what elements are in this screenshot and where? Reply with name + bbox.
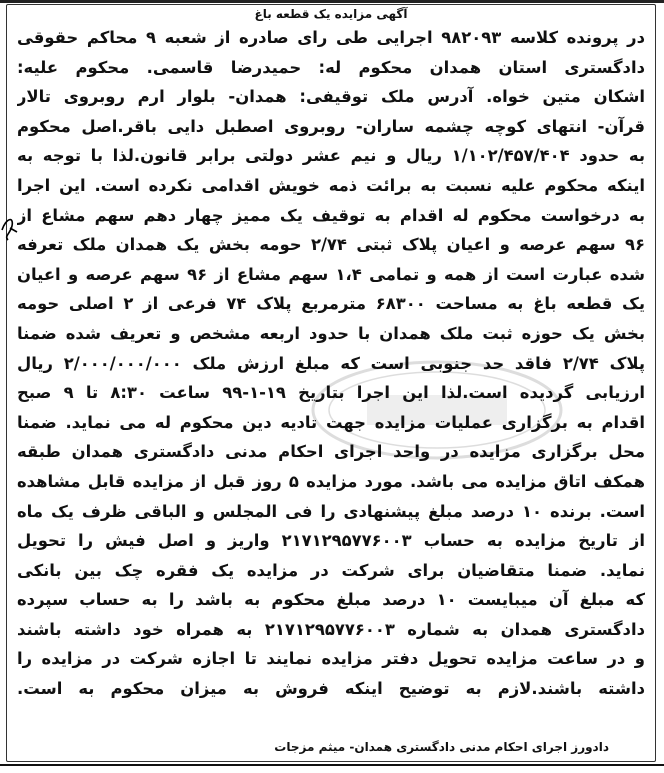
notice-line: بخش یک حوزه ثبت ملک همدان با حدود اربعه مشخص و تعریف شده ضمنا <box>17 323 645 343</box>
notice-line: اینکه محکوم علیه نسبت به برائت ذمه خویش اقدامی نکرده است. این اجرا <box>17 175 645 195</box>
notice-line: است. برنده ۱۰ درصد مبلغ پیشنهادی را فی المجلس و الباقی ظرف یک ماه <box>17 501 645 521</box>
notice-line: یک قطعه باغ به مساحت ۶۸۳۰۰ مترمربع پلاک ۷۴ فرعی از ۲ اصلی حومه <box>17 294 645 314</box>
notice-line: از تاریخ مزایده به حساب ۲۱۷۱۲۹۵۷۷۶۰۰۳ واریز و اصل فیش را تحویل <box>17 531 645 551</box>
notice-line: شده عبارت است از همه و تمامی ۱،۴ سهم مشاع از ۹۶ سهم عرصه و اعیان <box>17 264 645 284</box>
notice-line: پلاک ۲/۷۴ فاقد حد جنوبی است که مبلغ ارزش ملک ۲/۰۰۰/۰۰۰/۰۰۰ ریال <box>17 353 645 373</box>
notice-line: در پرونده کلاسه ۹۸۲۰۹۳ اجرایی طی رای صادره از شعبه ۹ محاکم حقوقی <box>17 28 645 47</box>
notice-line: و در ساعت مزایده تحویل دفتر مزایده نمایند تا اجازه شرکت در مزایده را <box>17 649 645 669</box>
notice-line: دادگستری استان همدان محکوم له: حمیدرضا قاسمی. محکوم علیه: <box>17 57 645 77</box>
notice-line: نماید. ضمنا متقاضیان برای شرکت در مزایده یک فقره چک بین بانکی <box>17 560 645 580</box>
bottom-clipped-edge <box>0 764 664 766</box>
notice-line: اشکان متین خواه. آدرس ملک توقیفی: همدان- بلوار ارم روبروی تالار <box>17 87 645 107</box>
notice-line: ۹۶ سهم عرصه و اعیان پلاک ثبتی ۲/۷۴ حومه بخش یک همدان ملک تعرفه <box>17 235 645 255</box>
notice-line: داشته باشند.لازم به توضیح اینکه فروش به میزان محکوم به است. <box>17 679 645 699</box>
notice-line: قرآن- انتهای کوچه چشمه ساران- روبروی اصطبل دایی باقر.اصل محکوم <box>17 116 645 136</box>
notice-line: که مبلغ آن میبایست ۱۰ درصد مبلغ محکوم به باشد را به حساب سپرده <box>17 590 645 610</box>
auction-notice <box>6 4 656 762</box>
notice-line: به درخواست محکوم له اقدام به توقیف یک ممیز چهار دهم سهم مشاع از <box>17 205 645 225</box>
notice-title: آگهی مزایده یک قطعه باغ <box>254 7 408 21</box>
notice-line: اقدام به برگزاری عملیات مزایده جهت تادیه دین محکوم له می نماید. ضمنا <box>17 412 645 432</box>
notice-line: همکف اتاق مزایده می باشد. مورد مزایده ۵ روز قبل از مزایده قابل مشاهده <box>17 471 645 491</box>
notice-line: دادگستری همدان به شماره ۲۱۷۱۲۹۵۷۷۶۰۰۳ به همراه خود داشته باشند <box>17 619 645 639</box>
notice-body <box>17 23 645 704</box>
top-clipped-edge <box>0 0 664 3</box>
notice-line: محل برگزاری مزایده در واحد اجرای احکام مدنی دادگستری همدان طبقه <box>17 442 645 462</box>
notice-line: ارزیابی گردیده است.لذا این اجرا بتاریخ ۱۹-۱-۹۹ ساعت ۸:۳۰ تا ۹ صبح <box>17 383 645 403</box>
signature-line: دادورز اجرای احکام مدنی دادگستری همدان- میثم مزجات <box>274 740 609 754</box>
notice-line: به حدود ۱/۱۰۲/۴۵۷/۴۰۴ ریال و نیم عشر دولتی برابر قانون.لذا با توجه به <box>17 146 645 166</box>
handwritten-mark <box>0 210 18 244</box>
